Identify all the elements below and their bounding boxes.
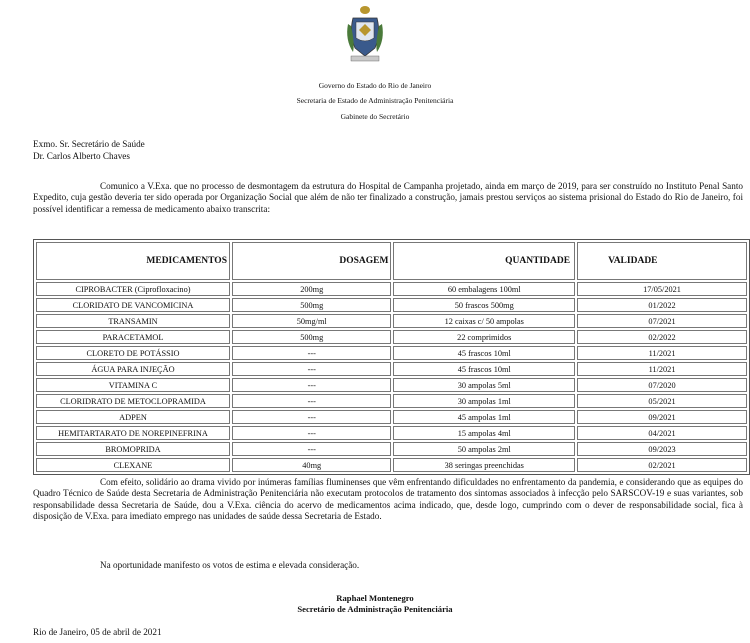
cell-quantity: 22 comprimidos: [393, 330, 575, 344]
table-row: [36, 442, 747, 456]
cell-validity: 09/2023: [577, 442, 747, 456]
cell-medication: CLEXANE: [36, 458, 230, 472]
cell-quantity: 12 caixas c/ 50 ampolas: [393, 314, 575, 328]
table-row: [36, 314, 747, 328]
table-row: [36, 426, 747, 440]
closing-sentence: Na oportunidade manifesto os votos de estima e elevada consideração.: [100, 560, 360, 570]
cell-validity: 11/2021: [577, 346, 747, 360]
cell-validity: 05/2021: [577, 394, 747, 408]
cell-dosage: 200mg: [232, 282, 391, 296]
header-validity: VALIDADE: [577, 242, 747, 280]
cell-medication: CLORIDATO DE VANCOMICINA: [36, 298, 230, 312]
secretariat-header: Secretaria de Estado de Administração Penitenciária: [296, 96, 454, 105]
cell-quantity: 45 ampolas 1ml: [393, 410, 575, 424]
cell-dosage: ---: [232, 410, 391, 424]
medications-table: [33, 239, 750, 475]
header-medications: MEDICAMENTOS: [36, 242, 230, 280]
cell-medication: BROMOPRIDA: [36, 442, 230, 456]
cell-validity: 11/2021: [577, 362, 747, 376]
cell-quantity: 60 embalagens 100ml: [393, 282, 575, 296]
cell-medication: CIPROBACTER (Ciprofloxacino): [36, 282, 230, 296]
cell-medication: ADPEN: [36, 410, 230, 424]
cell-quantity: 45 frascos 10ml: [393, 362, 575, 376]
cell-medication: VITAMINA C: [36, 378, 230, 392]
cell-medication: TRANSAMIN: [36, 314, 230, 328]
cell-medication: PARACETAMOL: [36, 330, 230, 344]
cell-dosage: ---: [232, 394, 391, 408]
cell-medication: CLORETO DE POTÁSSIO: [36, 346, 230, 360]
table-row: [36, 282, 747, 296]
cell-medication: CLORIDRATO DE METOCLOPRAMIDA: [36, 394, 230, 408]
coat-of-arms-seal-icon: [345, 4, 385, 64]
cell-medication: HEMITARTARATO DE NOREPINEFRINA: [36, 426, 230, 440]
cell-quantity: 45 frascos 10ml: [393, 346, 575, 360]
cell-dosage: ---: [232, 362, 391, 376]
cell-quantity: 15 ampolas 4ml: [393, 426, 575, 440]
table-row: [36, 298, 747, 312]
government-header: Governo do Estado do Rio de Janeiro: [318, 81, 432, 90]
intro-paragraph: Comunico a V.Exa. que no processo de desmontagem da estrutura do Hospital de Campanha projetado, ainda em março de 2019, para ser construído no Instituto Penal Santo Expedito, cuja gestão deveria ter sido operada por Organização Social que além de não ter finalizado a construção, jamais prestou serviços ao sistema prisional do Estado do Rio de Janeiro, foi possível identificar a remessa de medicamento abaixo transcrita:: [33, 181, 743, 214]
cell-validity: 07/2021: [577, 314, 747, 328]
cell-quantity: 30 ampolas 5ml: [393, 378, 575, 392]
table-header-row: [36, 242, 747, 280]
cell-dosage: 50mg/ml: [232, 314, 391, 328]
signature-name: Raphael Montenegro: [336, 593, 414, 603]
addressee-name: Dr. Carlos Alberto Chaves: [33, 151, 130, 161]
table-row: [36, 378, 747, 392]
header-dosage: DOSAGEM: [232, 242, 391, 280]
cell-dosage: 500mg: [232, 330, 391, 344]
table-row: [36, 362, 747, 376]
table-row: [36, 410, 747, 424]
cell-quantity: 50 frascos 500mg: [393, 298, 575, 312]
place-and-date: Rio de Janeiro, 05 de abril de 2021: [33, 627, 162, 637]
cell-validity: 02/2022: [577, 330, 747, 344]
cell-validity: 17/05/2021: [577, 282, 747, 296]
cell-validity: 07/2020: [577, 378, 747, 392]
cell-dosage: ---: [232, 442, 391, 456]
body-paragraph: Com efeito, solidário ao drama vivido por inúmeras famílias fluminenses que vêm enfrentando dificuldades no enfrentamento da pandemia, e considerando que as equipes do Quadro Técnico de Saúde desta Secretaria de Administração Penitenciária não executam protocolos de tratamento dos sintomas associados à infecção pelo SARSCOV-19 e suas variantes, sob responsabilidade dessa Secretaria de Saúde, dou a V.Exa. ciência do acervo de medicamentos acima indicado, que, desde logo, cumprindo com o dever de responsabilidade social, fica à disposição de V.Exa. para imediato emprego nas unidades de saúde dessa Secretaria de Estado.: [33, 477, 743, 522]
cell-dosage: 500mg: [232, 298, 391, 312]
cell-dosage: ---: [232, 346, 391, 360]
table-row: [36, 394, 747, 408]
cell-quantity: 30 ampolas 1ml: [393, 394, 575, 408]
cell-quantity: 38 seringas preenchidas: [393, 458, 575, 472]
table-row: [36, 330, 747, 344]
cell-validity: 01/2022: [577, 298, 747, 312]
cell-validity: 02/2021: [577, 458, 747, 472]
cell-medication: ÁGUA PARA INJEÇÃO: [36, 362, 230, 376]
addressee-title: Exmo. Sr. Secretário de Saúde: [33, 139, 145, 149]
cell-dosage: ---: [232, 426, 391, 440]
header-quantity: QUANTIDADE: [393, 242, 575, 280]
cell-validity: 04/2021: [577, 426, 747, 440]
table-row: [36, 346, 747, 360]
cell-dosage: ---: [232, 378, 391, 392]
cell-validity: 09/2021: [577, 410, 747, 424]
signature-title: Secretário de Administração Penitenciária: [297, 604, 453, 614]
table-row: [36, 458, 747, 472]
cell-quantity: 50 ampolas 2ml: [393, 442, 575, 456]
office-header: Gabinete do Secretário: [340, 112, 410, 121]
cell-dosage: 40mg: [232, 458, 391, 472]
